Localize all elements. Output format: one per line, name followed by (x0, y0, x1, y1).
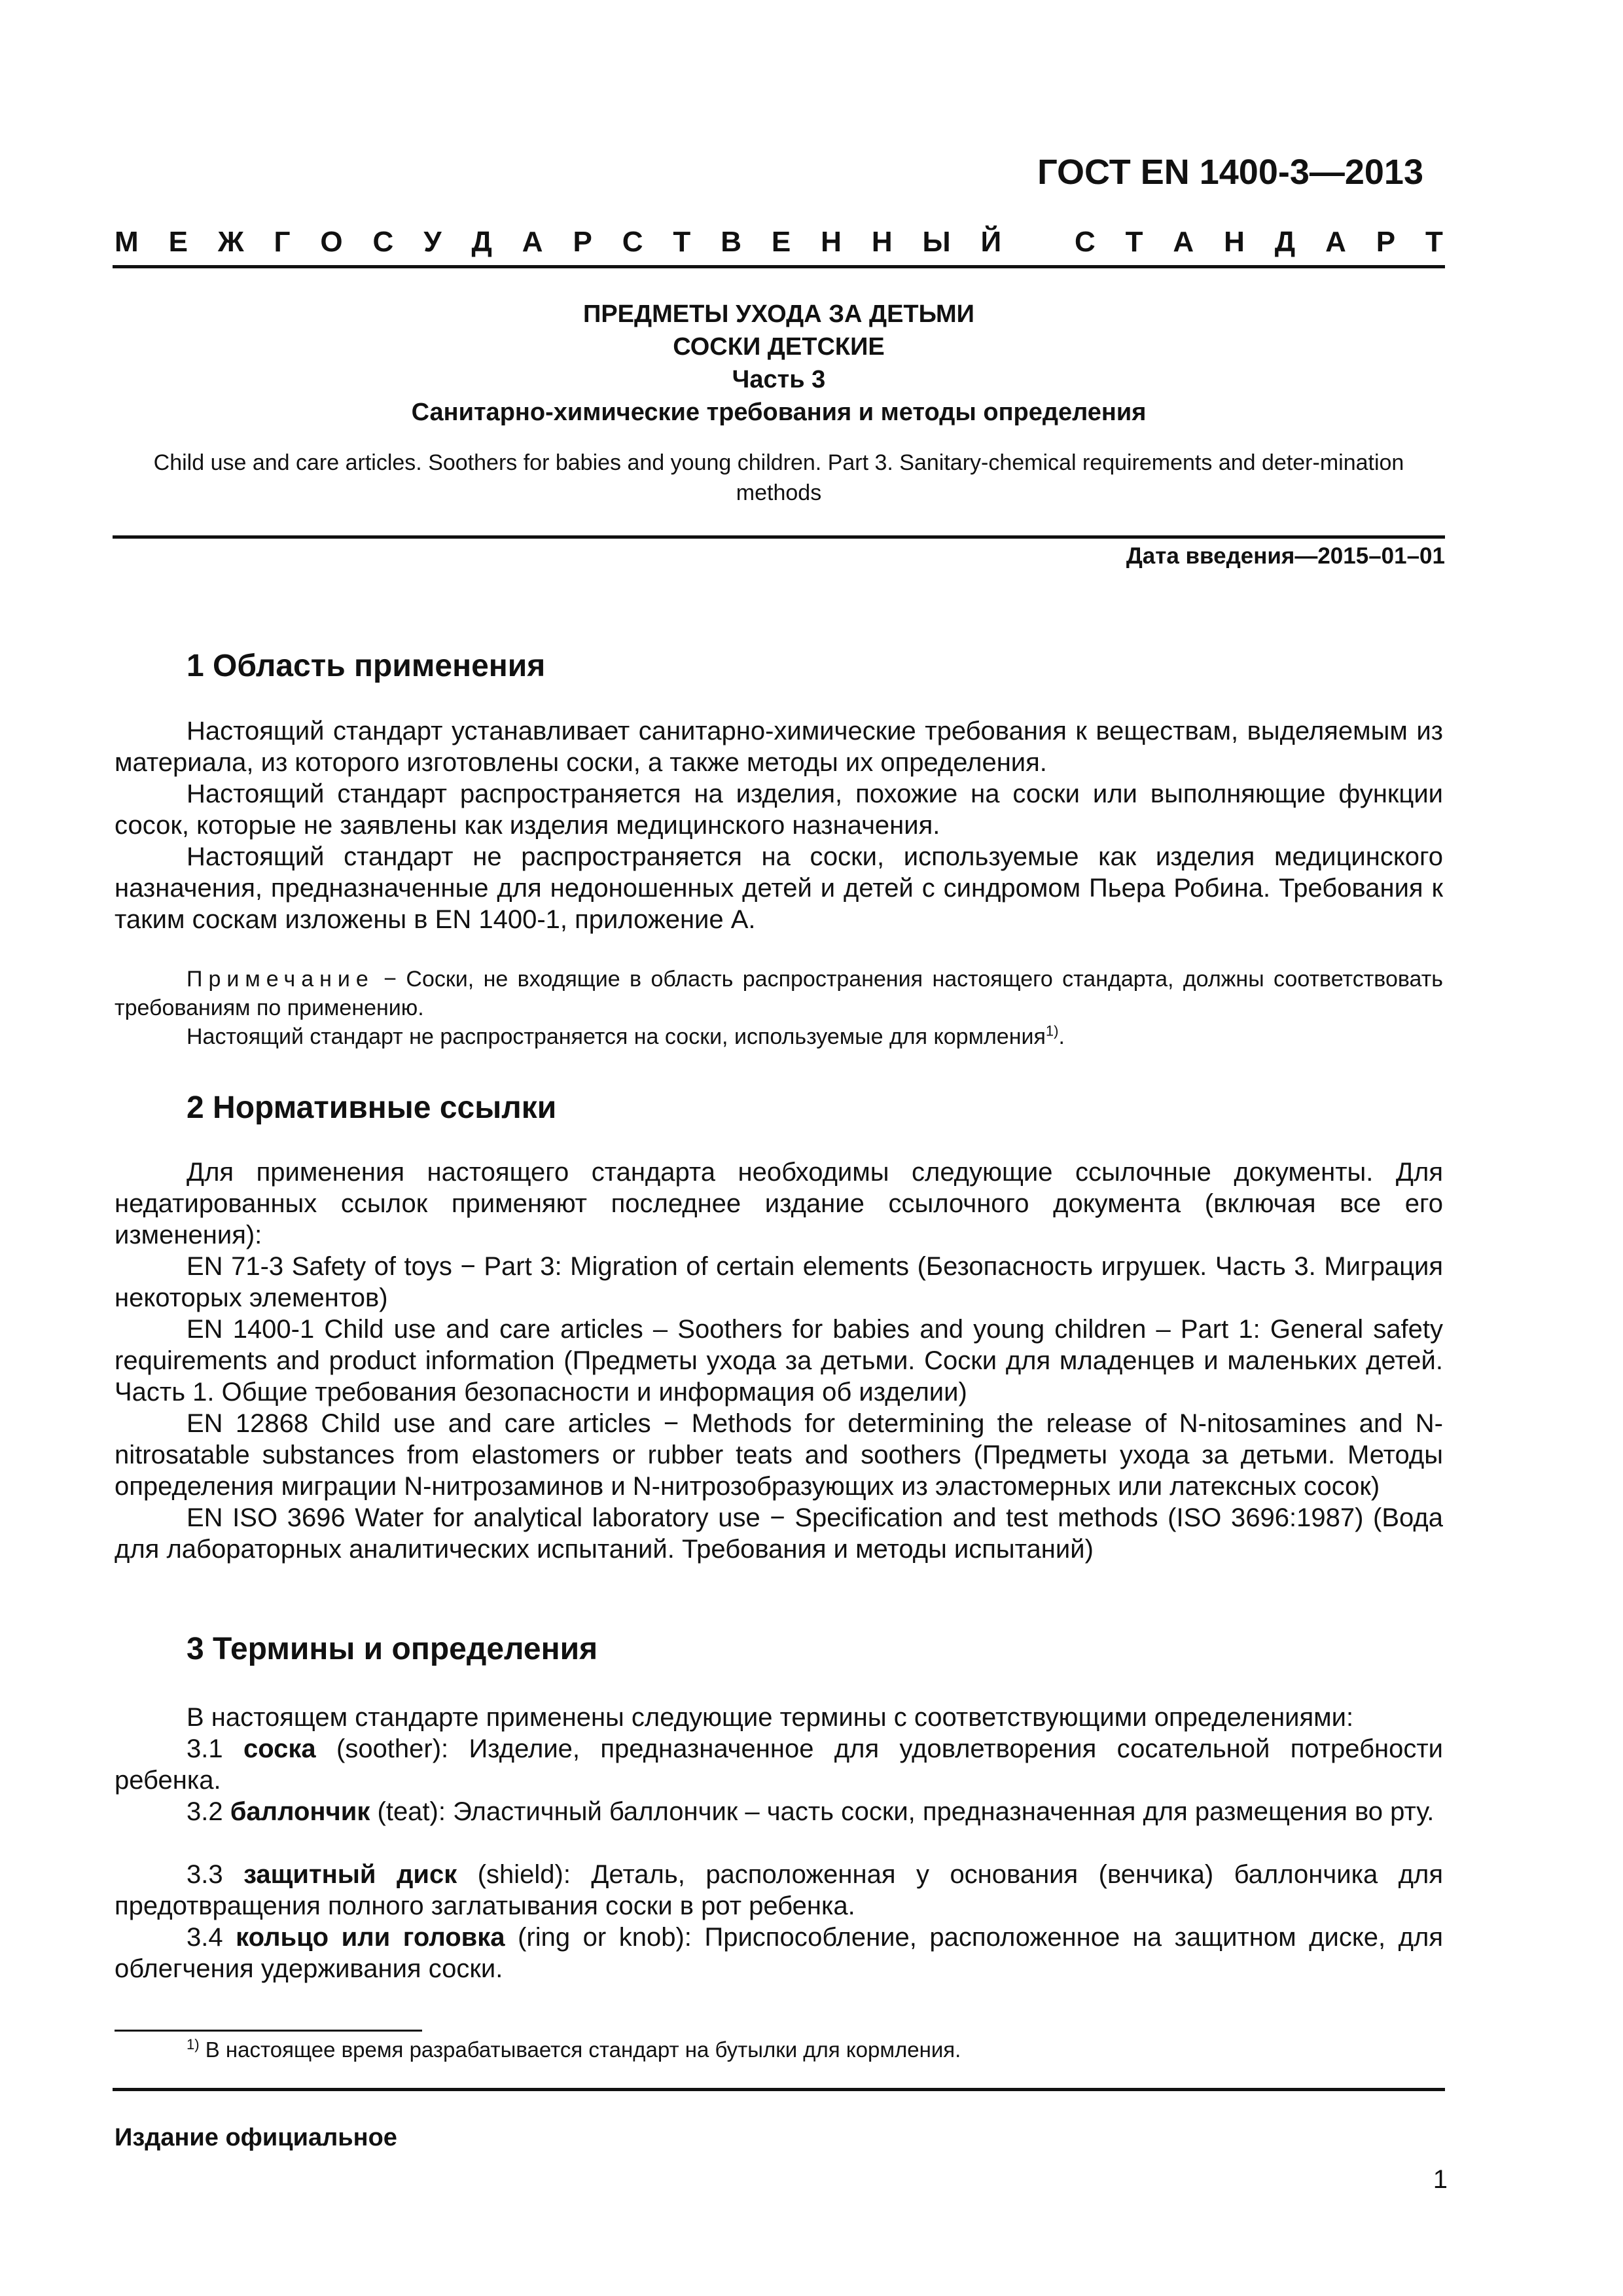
interstate-letter: Н (821, 226, 842, 258)
interstate-standard-heading (115, 226, 1443, 259)
section-2-body (115, 1157, 1443, 1565)
footnote-rule (115, 2030, 422, 2032)
paragraph: Настоящий стандарт распространяется на изделия, похожие на соски или выполняющие функции сосок, которые не заявлены как изделия медицинского назначения. (115, 780, 1443, 840)
interstate-letter: Е (771, 226, 791, 258)
title-line-1: ПРЕДМЕТЫ УХОДА ЗА ДЕТЬМИ (583, 300, 974, 328)
note-end: . (1058, 1024, 1065, 1049)
term: соска (243, 1734, 316, 1763)
interstate-letter: С (1074, 226, 1096, 258)
interstate-letter: О (320, 226, 343, 258)
interstate-letter: С (622, 226, 643, 258)
term: баллончик (230, 1797, 370, 1826)
section-2-heading: 2 Нормативные ссылки (187, 1090, 557, 1125)
term: кольцо или головка (236, 1923, 505, 1952)
interstate-letter: Ж (217, 226, 244, 258)
paragraph: Для применения настоящего стандарта необходимы следующие ссылочные документы. Для недатированных ссылок применяют последнее издание ссылочного документа (включая все его изменения): (115, 1158, 1443, 1249)
reference-item: EN 12868 Child use and care articles − Methods for determining the release of N-nitosamines and N-nitrosatable substances from elastomers or rubber teats and soothers (Предметы ухода за детьми. Методы определения миграции N-нитрозаминов и N-нитрозобразующих из эластомерных или латексных сосок) (115, 1409, 1443, 1501)
note-text: Настоящий стандарт не распространяется на соски, используемые для кормления (187, 1024, 1046, 1049)
interstate-letter: А (1173, 226, 1194, 258)
interstate-letter: Р (573, 226, 592, 258)
section-3-body (115, 1702, 1443, 1984)
paragraph: Настоящий стандарт устанавливает санитарно-химические требования к веществам, выделяемым из материала, из которого изготовлены соски, а также методы их определения. (115, 717, 1443, 777)
reference-item: EN ISO 3696 Water for analytical laboratory use − Specification and test methods (ISO 3696:1987) (Вода для лабораторных аналитических испытаний. Требования и методы испытаний) (115, 1503, 1443, 1564)
term-definition (115, 1733, 1443, 1796)
paragraph: В настоящем стандарте применены следующие термины с соответствующими определениями: (187, 1703, 1354, 1732)
interstate-letter: М (115, 226, 139, 258)
footnote-text: В настоящее время разрабатывается стандарт на бутылки для кормления. (199, 2037, 961, 2062)
interstate-letter: Н (1224, 226, 1245, 258)
footnote (187, 2036, 961, 2064)
definition: (teat): Эластичный баллончик – часть соски, предназначенная для размещения во рту. (370, 1797, 1435, 1826)
definition: (shield): Деталь, расположенная у основания (венчика) баллончика для предотвращения полного заглатывания соски в рот ребенка. (115, 1860, 1443, 1920)
interstate-letter: Д (471, 226, 492, 258)
term-definition (115, 1859, 1443, 1922)
term-number: 3.3 (187, 1860, 244, 1889)
page-number: 1 (1433, 2165, 1448, 2194)
interstate-letter: У (423, 226, 442, 258)
title-rule (113, 535, 1445, 539)
paragraph: Настоящий стандарт не распространяется на соски, используемые как изделия медицинского назначения, предназначенные для недоношенных детей и детей с синдромом Пьера Робина. Требования к таким соскам изложены в EN 1400-1, приложение А. (115, 842, 1443, 934)
interstate-letter: А (1325, 226, 1346, 258)
section-1-heading: 1 Область применения (187, 649, 546, 683)
interstate-letter: Т (1125, 226, 1143, 258)
title-line-4: Санитарно-химические требования и методы определения (411, 399, 1147, 426)
term: защитный диск (243, 1860, 457, 1889)
definition: (soother): Изделие, предназначенное для удовлетворения сосательной потребности ребенка. (115, 1734, 1444, 1795)
reference-item: EN 71-3 Safety of toys − Part 3: Migration of certain elements (Безопасность игрушек. Часть 3. Миграция некоторых элементов) (115, 1252, 1443, 1312)
note-text: − Соски, не входящие в область распространения настоящего стандарта, должны соответствовать требованиям по применению. (115, 967, 1443, 1020)
title-line-2: СОСКИ ДЕТСКИЕ (673, 333, 885, 361)
english-title: Child use and care articles. Soothers for babies and young children. Part 3. Sanitary-chemical requirements and deter-mination methods (153, 450, 1404, 505)
title-line-3: Часть 3 (732, 366, 826, 393)
standard-number: ГОСТ EN 1400-3—2013 (1037, 152, 1423, 192)
title-block (113, 298, 1445, 429)
term-number: 3.2 (187, 1797, 230, 1826)
interstate-letter: Д (1274, 226, 1296, 258)
official-edition-label: Издание официальное (115, 2124, 397, 2151)
footnote-ref[interactable]: 1) (1045, 1022, 1059, 1039)
introduction-date: Дата введения—2015–01–01 (1126, 543, 1445, 569)
interstate-letter: Н (871, 226, 893, 258)
interstate-letter: Е (168, 226, 188, 258)
interstate-letter: В (721, 226, 741, 258)
interstate-letter: Й (980, 226, 1002, 258)
section-1-note (115, 965, 1443, 1051)
interstate-letter: Г (274, 226, 291, 258)
footnote-mark: 1) (187, 2036, 200, 2053)
section-3-heading: 3 Термины и определения (187, 1632, 598, 1666)
interstate-letter: Т (1425, 226, 1443, 258)
interstate-letter: С (372, 226, 394, 258)
note-paragraph (115, 965, 1443, 1022)
term-number: 3.1 (187, 1734, 243, 1763)
term-definition (115, 1796, 1443, 1827)
interstate-letter: Р (1376, 226, 1396, 258)
note-label: Примечание (187, 967, 374, 992)
term-definition (115, 1922, 1443, 1984)
interstate-letter (1031, 226, 1044, 259)
header-rule (113, 265, 1445, 268)
reference-item: EN 1400-1 Child use and care articles – Soothers for babies and young children – Part 1: General safety requirements and product information (Предметы ухода за детьми. Соски для младенцев и маленьких детей. Часть 1. Общие требования безопасности и информация об изделии) (115, 1315, 1443, 1407)
definition: (ring or knob): Приспособление, расположенное на защитном диске, для облегчения удерживания соски. (115, 1923, 1444, 1983)
footer-rule (113, 2088, 1445, 2091)
section-1-body (115, 715, 1443, 935)
term-number: 3.4 (187, 1923, 236, 1952)
interstate-letter: А (522, 226, 543, 258)
interstate-letter: Ы (922, 226, 951, 258)
interstate-letter: Т (673, 226, 691, 258)
note-paragraph (115, 1022, 1443, 1051)
